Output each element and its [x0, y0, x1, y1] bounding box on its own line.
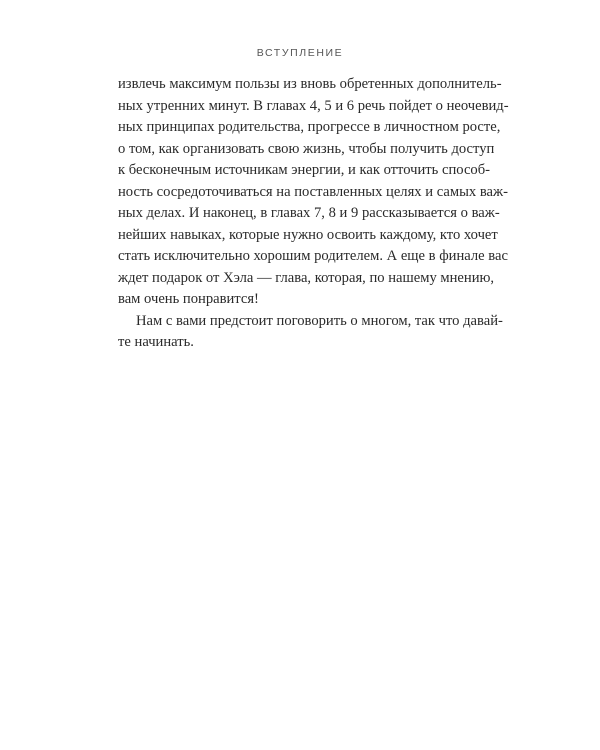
text-line: Нам с вами предстоит поговорить о многом, так что давай- [136, 312, 503, 329]
text-line: ждет подарок от Хэла — глава, которая, по нашему мнению, [118, 269, 495, 286]
text-line: нейших навыках, которые нужно освоить каждому, кто хочет [118, 226, 498, 243]
paragraph-2 [118, 311, 503, 354]
text-line: ных делах. И наконец, в главах 7, 8 и 9 рассказывается о важ- [118, 205, 500, 221]
text-line: к бесконечным источникам энергии, и как отточить способ- [118, 162, 490, 178]
text-line: ность сосредоточиваться на поставленных целях и самых важ- [118, 183, 508, 200]
text-line: вам очень понравится! [118, 291, 259, 307]
text-line: стать исключительно хорошим родителем. А еще в финале вас [118, 248, 508, 264]
text-line: извлечь максимум пользы из вновь обретенных дополнитель- [118, 76, 502, 92]
text-line: ных утренних минут. В главах 4, 5 и 6 речь пойдет о неочевид- [118, 97, 509, 114]
text-line: о том, как организовать свою жизнь, чтобы получить доступ [118, 140, 495, 157]
body-text [118, 74, 509, 354]
paragraph-1 [118, 74, 509, 311]
text-line: ных принципах родительства, прогрессе в личностном росте, [118, 119, 501, 135]
text-line: те начинать. [118, 334, 194, 350]
running-head: ВСТУПЛЕНИЕ [256, 47, 344, 59]
